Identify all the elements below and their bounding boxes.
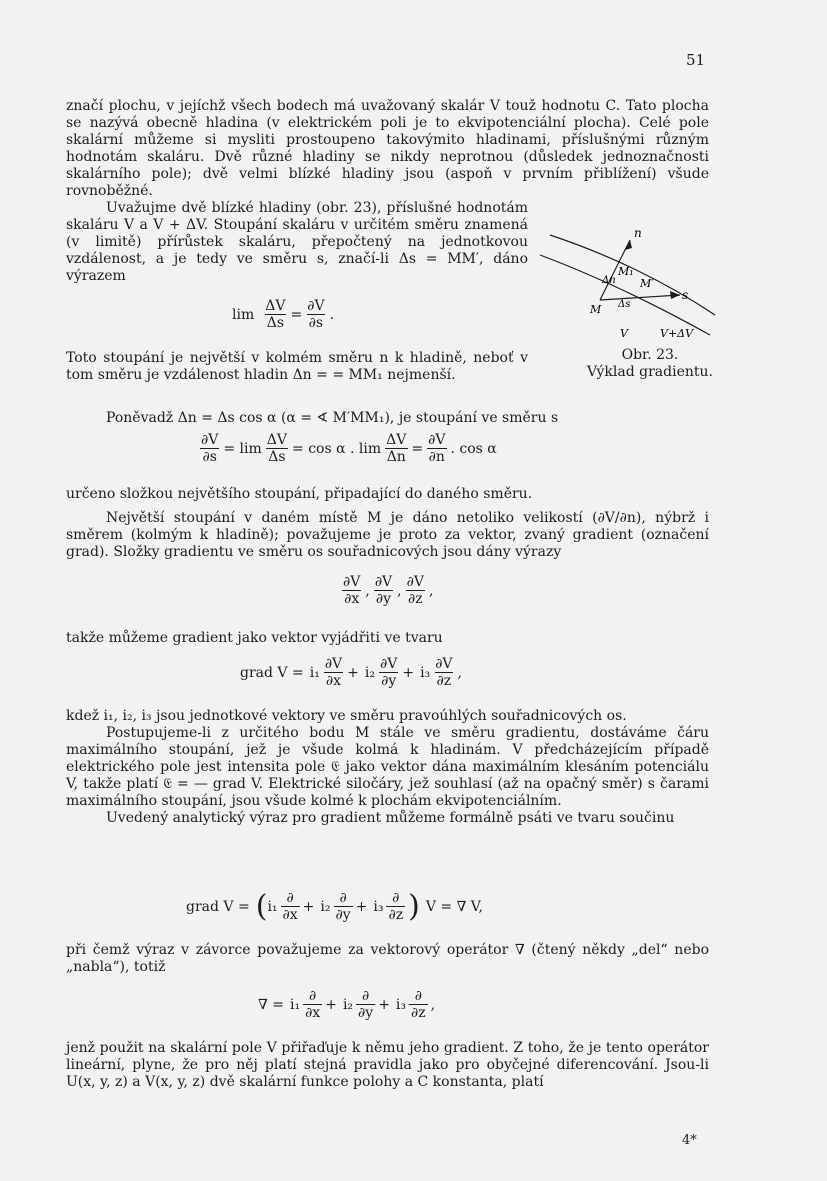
paragraph-vector-form: takže můžeme gradient jako vektor vyjádřiti ve tvaru: [66, 630, 443, 646]
direction-s-arrow: [600, 295, 680, 300]
paragraph-level-surfaces: značí plochu, v jejíchž všech bodech má uvažovaný skalár V touž hodnotu C. Tato plocha se nazývá obecně hladina (v elektrickém poli je to ekvipotenciální plocha). Celé pole skalární můžeme si mysliti prostoupeno takovýmito hladinami, příslušnými různým hodnotám skaláru. Dvě různé hladiny se nikdy neprotnou (důsledek jednoznačnosti skalárního pole); dvě velmi blízké hladiny jsou (aspoň v prvním přiblížení) všude rovnoběžné. Uvažujme dvě blízké hladiny (obr. 23), příslušné hodnotám skaláru V a V + ΔV. Stoupání skaláru v určitém směru znamená (v limitě) přírůstek skaláru, přepočtený na jednotkovou vzdálenost, a je tedy ve směru s, značí-li Δs = MM′, dáno výrazem: [66, 98, 709, 284]
paragraph-linear-operator: jenž použit na skalární pole V přiřaďuje k němu jeho gradient. Z toho, že je tento operátor lineární, plyne, že pro něj platí stejná pravidla jako pro obyčejné diferencování. Jsou-li U(x, y, z) a V(x, y, z) dvě skalární funkce polohy a C konstanta, platí: [66, 1040, 709, 1090]
equation-nabla: ∇ = i₁ $\frac{\partial}{\partial x}$ + i₂ $\frac{\partial}{\partial y}$ + i₃ $\frac{\partial}{\partial z}$ ,: [258, 988, 436, 1021]
paragraph-field-lines: Postupujeme-li z určitého bodu M stále ve směru gradientu, dostáváme čáru maximálního stoupání, jež je všude kolmá k hladinám. V předcházejícím případě elektrického pole jest intensita pole 𝔈 jako vektor dána maximálním klesáním potenciálu V, takže platí 𝔈 = — grad V. Elektrické siločáry, jež souhlasí (až na opačný směr) s čarami maximálního stoupání, jsou všude kolmé k plochám ekvipotenciálním.: [66, 725, 709, 809]
label-v-dv: V+ΔV: [660, 327, 694, 340]
label-s: s: [682, 288, 689, 302]
paragraph-unit-vectors: kdež i₁, i₂, i₃ jsou jednotkové vektory ve směru pravoúhlých souřadnicových os. Postupujeme-li z určitého bodu M stále ve směru gradientu, dostáváme čáru maximálního stoupání, jež je všude kolmá k hladinám. V předcházejícím případě elektrického pole jest intensita pole 𝔈 jako vektor dána maximálním klesáním potenciálu V, takže platí 𝔈 = — grad V. Elektrické siločáry, jež souhlasí (až na opačný směr) s čarami maximálního stoupání, jsou všude kolmé k plochám ekvipotenciálním. Uvedený analytický výraz pro gradient můžeme formálně psáti ve tvaru součinu: [66, 708, 709, 826]
label-mprime: M′: [640, 277, 654, 290]
label-n: n: [634, 226, 642, 240]
paragraph-nabla: při čemž výraz v závorce považujeme za vektorový operátor ∇ (čtený někdy „del“ nebo „nabla“), totiž: [66, 942, 709, 975]
paragraph-max-slope: Toto stoupání je největší v kolmém směru n k hladině, neboť v tom směru je vzdálenost hladin Δn = = MM₁ nejmenší.: [66, 350, 528, 383]
equation-grad-operator: grad V = ( i₁ $\frac{\partial}{\partial x}$ + i₂ $\frac{\partial}{\partial y}$ + i₃ $\frac{\partial}{\partial z}$ ) V = ∇ V,: [186, 888, 483, 924]
paragraph-product: Uvedený analytický výraz pro gradient můžeme formálně psáti ve tvaru součinu: [106, 810, 675, 826]
signature-mark: 4*: [682, 1133, 697, 1148]
equation-grad: grad V = i₁ $\frac{\partial V}{\partial x}$ + i₂ $\frac{\partial V}{\partial y}$ + i₃ $\frac{\partial V}{\partial z}$ ,: [240, 656, 462, 689]
paragraph-component: určeno složkou největšího stoupání, připadající do daného směru. Největší stoupání v daném místě M je dáno netoliko velikostí (∂V/∂n), nýbrž i směrem (kolmým k hladině); považujeme je proto za vektor, zvaný gradient (označení grad). Složky gradientu ve směru os souřadnicových jsou dány výrazy: [66, 486, 709, 560]
paragraph-cos: Poněvadž Δn = Δs cos α (α = ∢ M′MM₁), je stoupání ve směru s: [106, 410, 559, 426]
paragraph-gradient-def: Největší stoupání v daném místě M je dáno netoliko velikostí (∂V/∂n), nýbrž i směrem (kolmým k hladině); považujeme je proto za vektor, zvaný gradient (označení grad). Složky gradientu ve směru os souřadnicových jsou dány výrazy: [66, 510, 709, 560]
equation-components: $\frac{\partial V}{\partial x}$ , $\frac{\partial V}{\partial y}$ , $\frac{\partial V}{\partial z}$ ,: [343, 574, 434, 607]
n-arrowhead: [625, 240, 632, 250]
paragraph-two-surfaces: Uvažujme dvě blízké hladiny (obr. 23), příslušné hodnotám skaláru V a V + ΔV. Stoupání skaláru v určitém směru znamená (v limitě) přírůstek skaláru, přepočtený na jednotkovou vzdálenost, a je tedy ve směru s, značí-li Δs = MM′, dáno výrazem: [66, 200, 528, 284]
figure-caption: Obr. 23. Výklad gradientu.: [586, 347, 713, 380]
label-v: V: [620, 327, 628, 340]
label-m: M: [590, 303, 602, 316]
label-dn: Δn: [602, 275, 616, 286]
label-ds: Δs: [618, 299, 631, 310]
figure-gradient-diagram: [530, 225, 720, 345]
equation-limit: lim $\frac{\Delta V}{\Delta s}$ = $\frac{\partial V}{\partial s}$ .: [232, 298, 335, 331]
equation-directional: $\frac{\partial V}{\partial s}$ = lim $\frac{\Delta V}{\Delta s}$ = cos α . lim $\frac{\Delta V}{\Delta n}$ = $\frac{\partial V}{\partial n}$ . cos α: [201, 432, 497, 465]
label-m1: M₁: [618, 265, 634, 278]
page-number: 51: [686, 51, 706, 69]
